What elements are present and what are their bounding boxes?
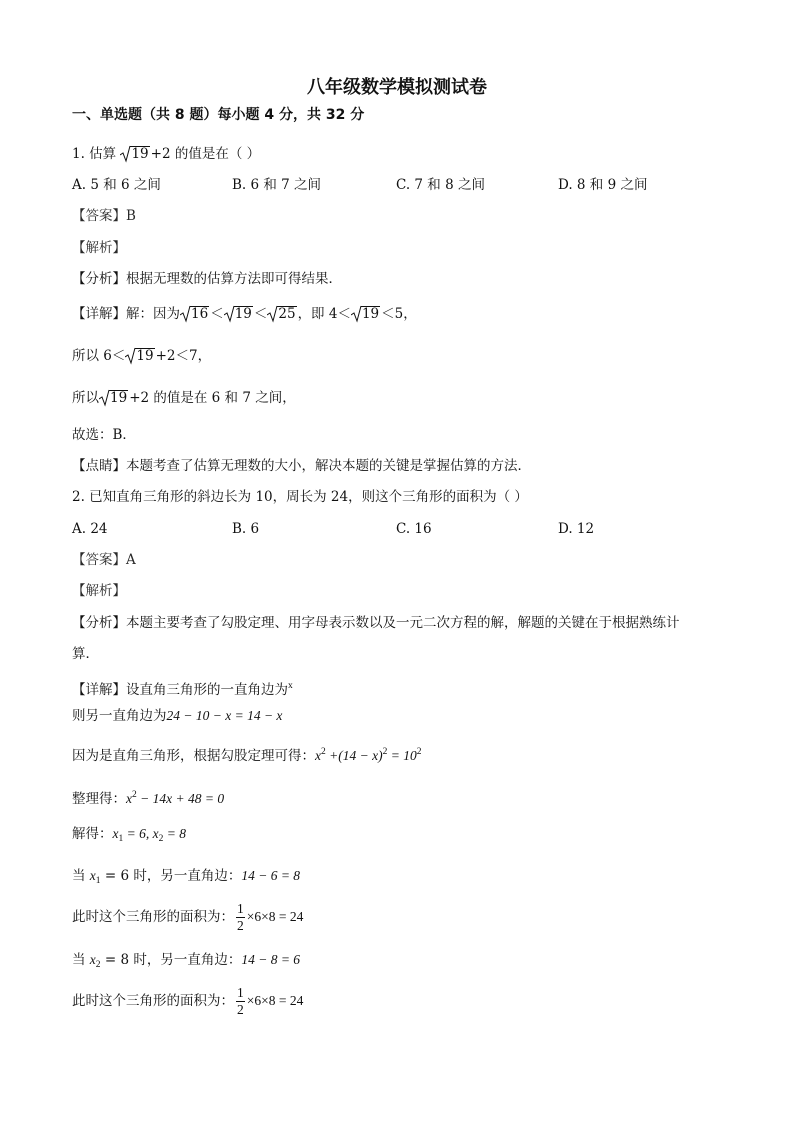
option-b[interactable]: B. 6 <box>232 521 260 537</box>
sqrt-expression: 19 <box>120 145 149 163</box>
question-1-options <box>72 176 722 194</box>
question-1-stem <box>72 145 260 163</box>
option-b[interactable]: B. 6 和 7 之间 <box>232 177 322 193</box>
choice-line: 故选：B． <box>72 427 136 443</box>
question-text: +2 的值是在（ ） <box>150 146 261 162</box>
detail-line-2: 所以 6＜ 19 +2＜7， <box>72 348 212 364</box>
analysis-text: 【分析】根据无理数的估算方法即可得结果． <box>72 271 342 287</box>
detail-line-6: 当 $x_1 = 6$ 时，另一直角边：14 − 6 = 8 <box>72 868 301 886</box>
answer-label: 【答案】B <box>72 208 136 224</box>
detail-line-9: 此时这个三角形的面积为： $\frac{1}{2}$ ×6×8 = 24 <box>72 985 304 1017</box>
detail-line-5: 解得：$x_1 = 6$, $x_2 = 8$ <box>72 826 186 844</box>
page-title: 八年级数学模拟测试卷 <box>307 77 487 98</box>
detail-line-4: 整理得：$x^2 - 14x + 48 = 0$ <box>72 790 225 807</box>
detail-line-3: 因为是直角三角形，根据勾股定理可得：$x^2 +(14 - x)^2 = 10^2$ <box>72 747 422 764</box>
option-a[interactable]: A. 24 <box>72 521 108 537</box>
question-2-options <box>72 520 722 538</box>
analysis-text-cont: 算． <box>72 646 99 662</box>
analysis-text: 【分析】本题主要考查了勾股定理、用字母表示数以及一元二次方程的解，解题的关键在于根据熟练计 <box>72 615 680 631</box>
detail-line-1: 【详解】解：因为 16 ＜ 19 ＜ 25 ，即 4＜ 19 ＜5， <box>72 306 417 322</box>
analysis-label: 【解析】 <box>72 583 126 599</box>
detail-line-8: 当 $x_2 = 8$ 时，另一直角边：14 − 8 = 6 <box>72 952 301 970</box>
option-d[interactable]: D. 12 <box>558 521 595 537</box>
detail-line-7: 此时这个三角形的面积为： $\frac{1}{2}$ ×6×8 = 24 <box>72 901 304 933</box>
detail-line-2: 则另一直角边为24 − 10 − x = 14 − x <box>72 708 283 724</box>
detail-line-1: 【详解】设直角三角形的一直角边为$^x$ <box>72 681 293 698</box>
comment-text: 【点睛】本题考查了估算无理数的大小，解决本题的关键是掌握估算的方法． <box>72 458 531 474</box>
option-d[interactable]: D. 8 和 9 之间 <box>558 177 648 193</box>
analysis-label: 【解析】 <box>72 240 126 256</box>
option-c[interactable]: C. 16 <box>396 521 432 537</box>
question-2-stem: 2. 已知直角三角形的斜边长为 10，周长为 24，则这个三角形的面积为（ ） <box>72 489 528 505</box>
answer-label: 【答案】A <box>72 552 136 568</box>
detail-line-3: 所以 19 +2 的值是在 6 和 7 之间， <box>72 390 296 406</box>
section-heading: 一、单选题（共 8 题）每小题 4 分，共 32 分 <box>72 107 365 123</box>
option-a[interactable]: A. 5 和 6 之间 <box>72 177 161 193</box>
question-number: 1. 估算 <box>72 146 117 162</box>
option-c[interactable]: C. 7 和 8 之间 <box>396 177 485 193</box>
